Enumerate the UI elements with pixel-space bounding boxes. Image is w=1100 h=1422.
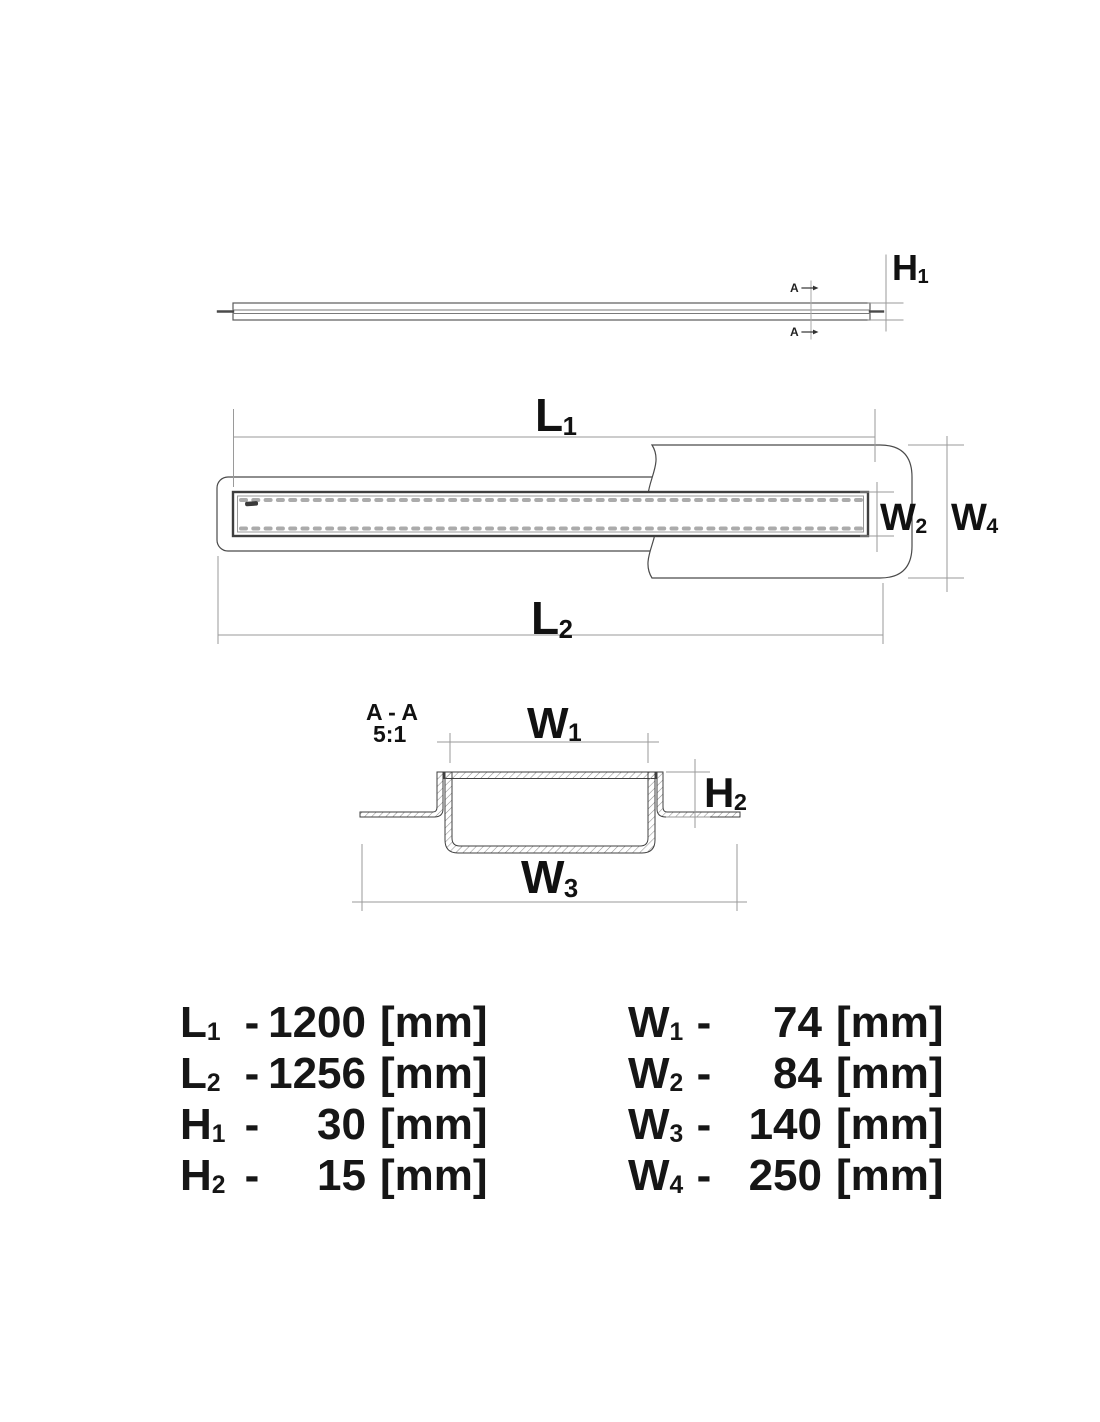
dim-symbol: H1 <box>180 1100 226 1149</box>
dim-value: 250 <box>748 1151 822 1200</box>
dim-unit: [mm] <box>836 1049 944 1098</box>
dim-dash: - <box>244 1100 260 1149</box>
section-channel-tub <box>445 772 655 853</box>
section-marker-top: A <box>790 281 799 295</box>
w4-dimension-label: W4 <box>951 497 999 539</box>
dim-unit: [mm] <box>380 998 488 1047</box>
dim-dash: - <box>696 1049 712 1098</box>
h2-dimension-label: H2 <box>704 769 747 816</box>
section-top-rim <box>444 772 656 779</box>
dim-unit: [mm] <box>380 1100 488 1149</box>
dim-symbol: W4 <box>628 1151 684 1200</box>
dim-dash: - <box>244 998 260 1047</box>
dim-symbol: L2 <box>180 1049 221 1098</box>
w1-dimension-label: W1 <box>527 699 582 748</box>
dim-dash: - <box>696 1100 712 1149</box>
dim-unit: [mm] <box>836 998 944 1047</box>
table-row <box>180 1048 488 1099</box>
dim-symbol: W1 <box>628 998 684 1047</box>
dim-value: 1200 <box>268 998 366 1047</box>
table-row <box>628 997 944 1048</box>
dim-unit: [mm] <box>836 1100 944 1149</box>
table-row <box>180 1099 488 1150</box>
dim-symbol: L1 <box>180 998 221 1047</box>
w2-dimension-label: W2 <box>880 497 928 539</box>
l2-dimension-label: L2 <box>531 592 573 644</box>
l1-dimension-label: L1 <box>535 389 577 441</box>
table-row <box>628 1099 944 1150</box>
side-view-body <box>233 303 870 320</box>
dim-dash: - <box>696 998 712 1047</box>
plan-view-drawing <box>217 409 964 644</box>
dim-unit: [mm] <box>836 1151 944 1200</box>
dim-dash: - <box>244 1049 260 1098</box>
section-marker-bottom: A <box>790 325 799 339</box>
side-view-drawing <box>218 255 903 339</box>
dim-value: 84 <box>773 1049 822 1098</box>
dim-unit: [mm] <box>380 1049 488 1098</box>
brand-mark <box>245 501 258 506</box>
dim-value: 15 <box>317 1151 366 1200</box>
section-title: A - A <box>366 699 418 725</box>
dim-value: 74 <box>773 998 822 1047</box>
dim-unit: [mm] <box>380 1151 488 1200</box>
dim-symbol: W3 <box>628 1100 684 1149</box>
h1-dimension-label: H1 <box>892 247 929 288</box>
dim-value: 30 <box>317 1100 366 1149</box>
table-row <box>180 1150 488 1201</box>
w3-dimension-label: W3 <box>521 851 579 903</box>
section-left-flange <box>360 772 443 817</box>
table-column-left <box>180 997 488 1201</box>
dim-symbol: H2 <box>180 1151 226 1200</box>
section-scale: 5:1 <box>373 721 407 747</box>
table-row <box>180 997 488 1048</box>
dim-dash: - <box>696 1151 712 1200</box>
table-row <box>628 1150 944 1201</box>
dim-symbol: W2 <box>628 1049 684 1098</box>
table-row <box>628 1048 944 1099</box>
dim-value: 140 <box>748 1100 822 1149</box>
dim-value: 1256 <box>268 1049 366 1098</box>
table-column-right <box>628 997 944 1201</box>
dim-dash: - <box>244 1151 260 1200</box>
